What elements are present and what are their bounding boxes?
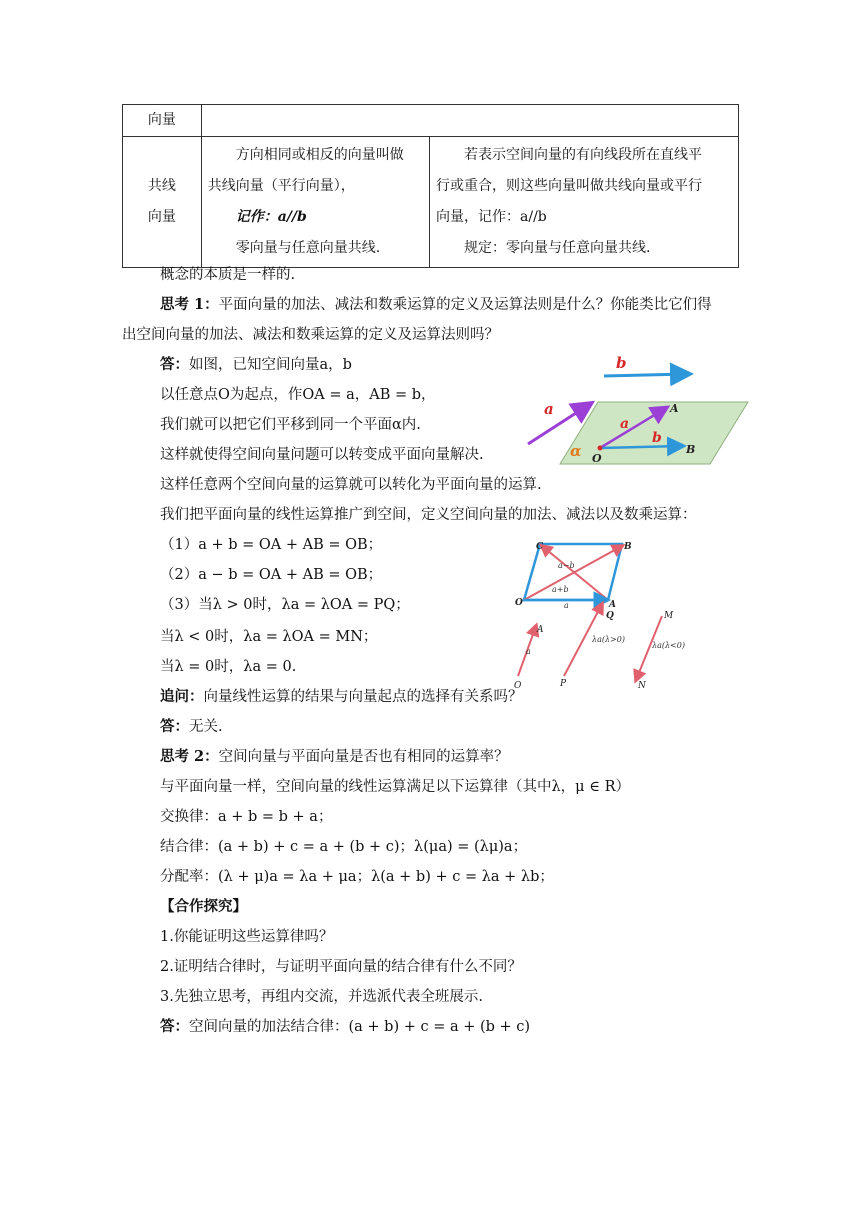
answer1-line3: 我们就可以把它们平移到同一个平面α内. [160,417,421,433]
label-B2: B [624,542,632,552]
think2-label: 思考 2： [160,748,219,765]
coop-q2: 2.证明结合律时，与证明平面向量的结合律有什么不同？ [160,959,522,975]
coop-q1: 1.你能证明这些运算律吗？ [160,929,334,945]
essence-text: 概念的本质是一样的. [160,267,296,283]
label-B: B [686,443,696,456]
op-sub: （2）a − b = OA + AB = OB； [160,567,383,583]
label-a-plane: a [620,416,630,432]
space-vector-cell [430,137,739,268]
label-b-plane: b [652,430,662,446]
label-b-free: b [616,354,627,372]
think1-line2: 出空间向量的加法、减法和数乘运算的定义及运算法则吗？ [122,327,499,343]
coop-answer: 答：空间向量的加法结合律：(a + b) + c = a + (b + c) [160,1018,531,1035]
coop-answer-label: 答： [160,1018,189,1035]
op-scalar-neg: 当λ < 0时，λa = λOA = MN； [160,629,378,645]
label-A: A [670,402,679,415]
label-O3: O [514,681,522,690]
plane-vector-cell [201,137,429,268]
row-label-collinear: 共线 向量 [123,137,202,268]
think2-line2: 与平面向量一样，空间向量的线性运算满足以下运算律（其中λ，μ ∈ R） [160,779,630,795]
label-M: M [664,611,674,621]
label-a-minus-b: a−b [558,561,575,570]
label-A3: A [537,625,544,635]
followup-label: 追问： [160,688,204,705]
followup-line: 追问：向量线性运算的结果与向量起点的选择有关系吗？ [160,688,523,705]
table-row [123,137,739,268]
answer1-line4: 这样就使得空间向量问题可以转变成平面向量解决. [160,447,484,463]
space-line-2: 行或重合，则这些向量叫做共线向量或平行 [436,178,703,194]
figure-linear-operations [512,538,712,690]
think2-line: 思考 2：空间向量与平面向量是否也有相同的运算率？ [160,748,509,765]
vector-b-free [604,374,688,376]
answer2-line: 答：无关. [160,718,223,735]
answer1-label: 答： [160,356,189,373]
label-a-short: a [526,647,531,656]
label-a-para: a [564,601,569,610]
label-C: C [536,542,544,552]
law-distributive: 分配率：(λ + μ)a = λa + μa；λ(a + b) + c = λa + λb； [160,869,554,885]
answer1-line5: 这样任意两个空间向量的运算就可以转化为平面向量的运算. [160,477,542,493]
label-lambda-neg: λa(λ<0) [652,641,685,650]
answer2-label: 答： [160,718,189,735]
label-N: N [638,681,646,690]
space-line-4: 规定：零向量与任意向量共线. [464,240,651,256]
empty-cell [201,105,738,137]
diagonal-a-plus-b [524,546,622,600]
point-O [598,446,603,451]
plane-line-4: 零向量与任意向量共线. [235,240,381,256]
label-alpha: α [570,442,582,460]
concept-table [122,104,739,268]
label-O: O [592,452,602,465]
label-A2: A [609,600,616,610]
label-O2: O [515,598,523,608]
table-row [123,105,739,137]
plane-line-2: 共线向量（平行向量）， [207,178,355,194]
think1-label: 思考 1： [160,296,219,313]
space-line-3: 向量，记作：a//b [436,209,547,225]
label-a-plus-b: a+b [552,585,569,594]
label-P: P [560,679,567,689]
law-associative: 结合律：(a + b) + c = a + (b + c)；λ(μa) = (λμ)a； [160,839,528,855]
figure-vectors-plane [520,350,752,468]
think1-line1: 思考 1：平面向量的加法、减法和数乘运算的定义及运算法则是什么？你能类比它们得 [160,296,712,313]
op-scalar-zero: 当λ = 0时，λa = 0. [160,659,297,675]
coop-q3: 3.先独立思考，再组内交流，并选派代表全班展示. [160,989,483,1005]
space-line-1: 若表示空间向量的有向线段所在直线平 [464,147,703,163]
op-scalar-pos: （3）当λ > 0时，λa = λOA = PQ； [160,597,410,613]
answer1-line6: 我们把平面向量的线性运算推广到空间，定义空间向量的加法、减法以及数乘运算： [160,507,697,523]
law-commutative: 交换律：a + b = b + a； [160,809,333,825]
label-a-free: a [544,400,554,418]
coop-heading: 【合作探究】 [160,898,247,915]
plane-line-1: 方向相同或相反的向量叫做 [235,147,404,163]
answer1-line2: 以任意点O为起点，作OA = a，AB = b， [160,387,436,403]
answer1-line1: 答：如图，已知空间向量a，b [160,356,352,373]
label-lambda-pos: λa(λ>0) [592,635,625,644]
plane-line-3: 记作：a//b [235,209,307,225]
row-label-vector: 向量 [123,105,202,137]
label-Q: Q [606,611,614,621]
op-add: （1）a + b = OA + AB = OB； [160,537,383,553]
